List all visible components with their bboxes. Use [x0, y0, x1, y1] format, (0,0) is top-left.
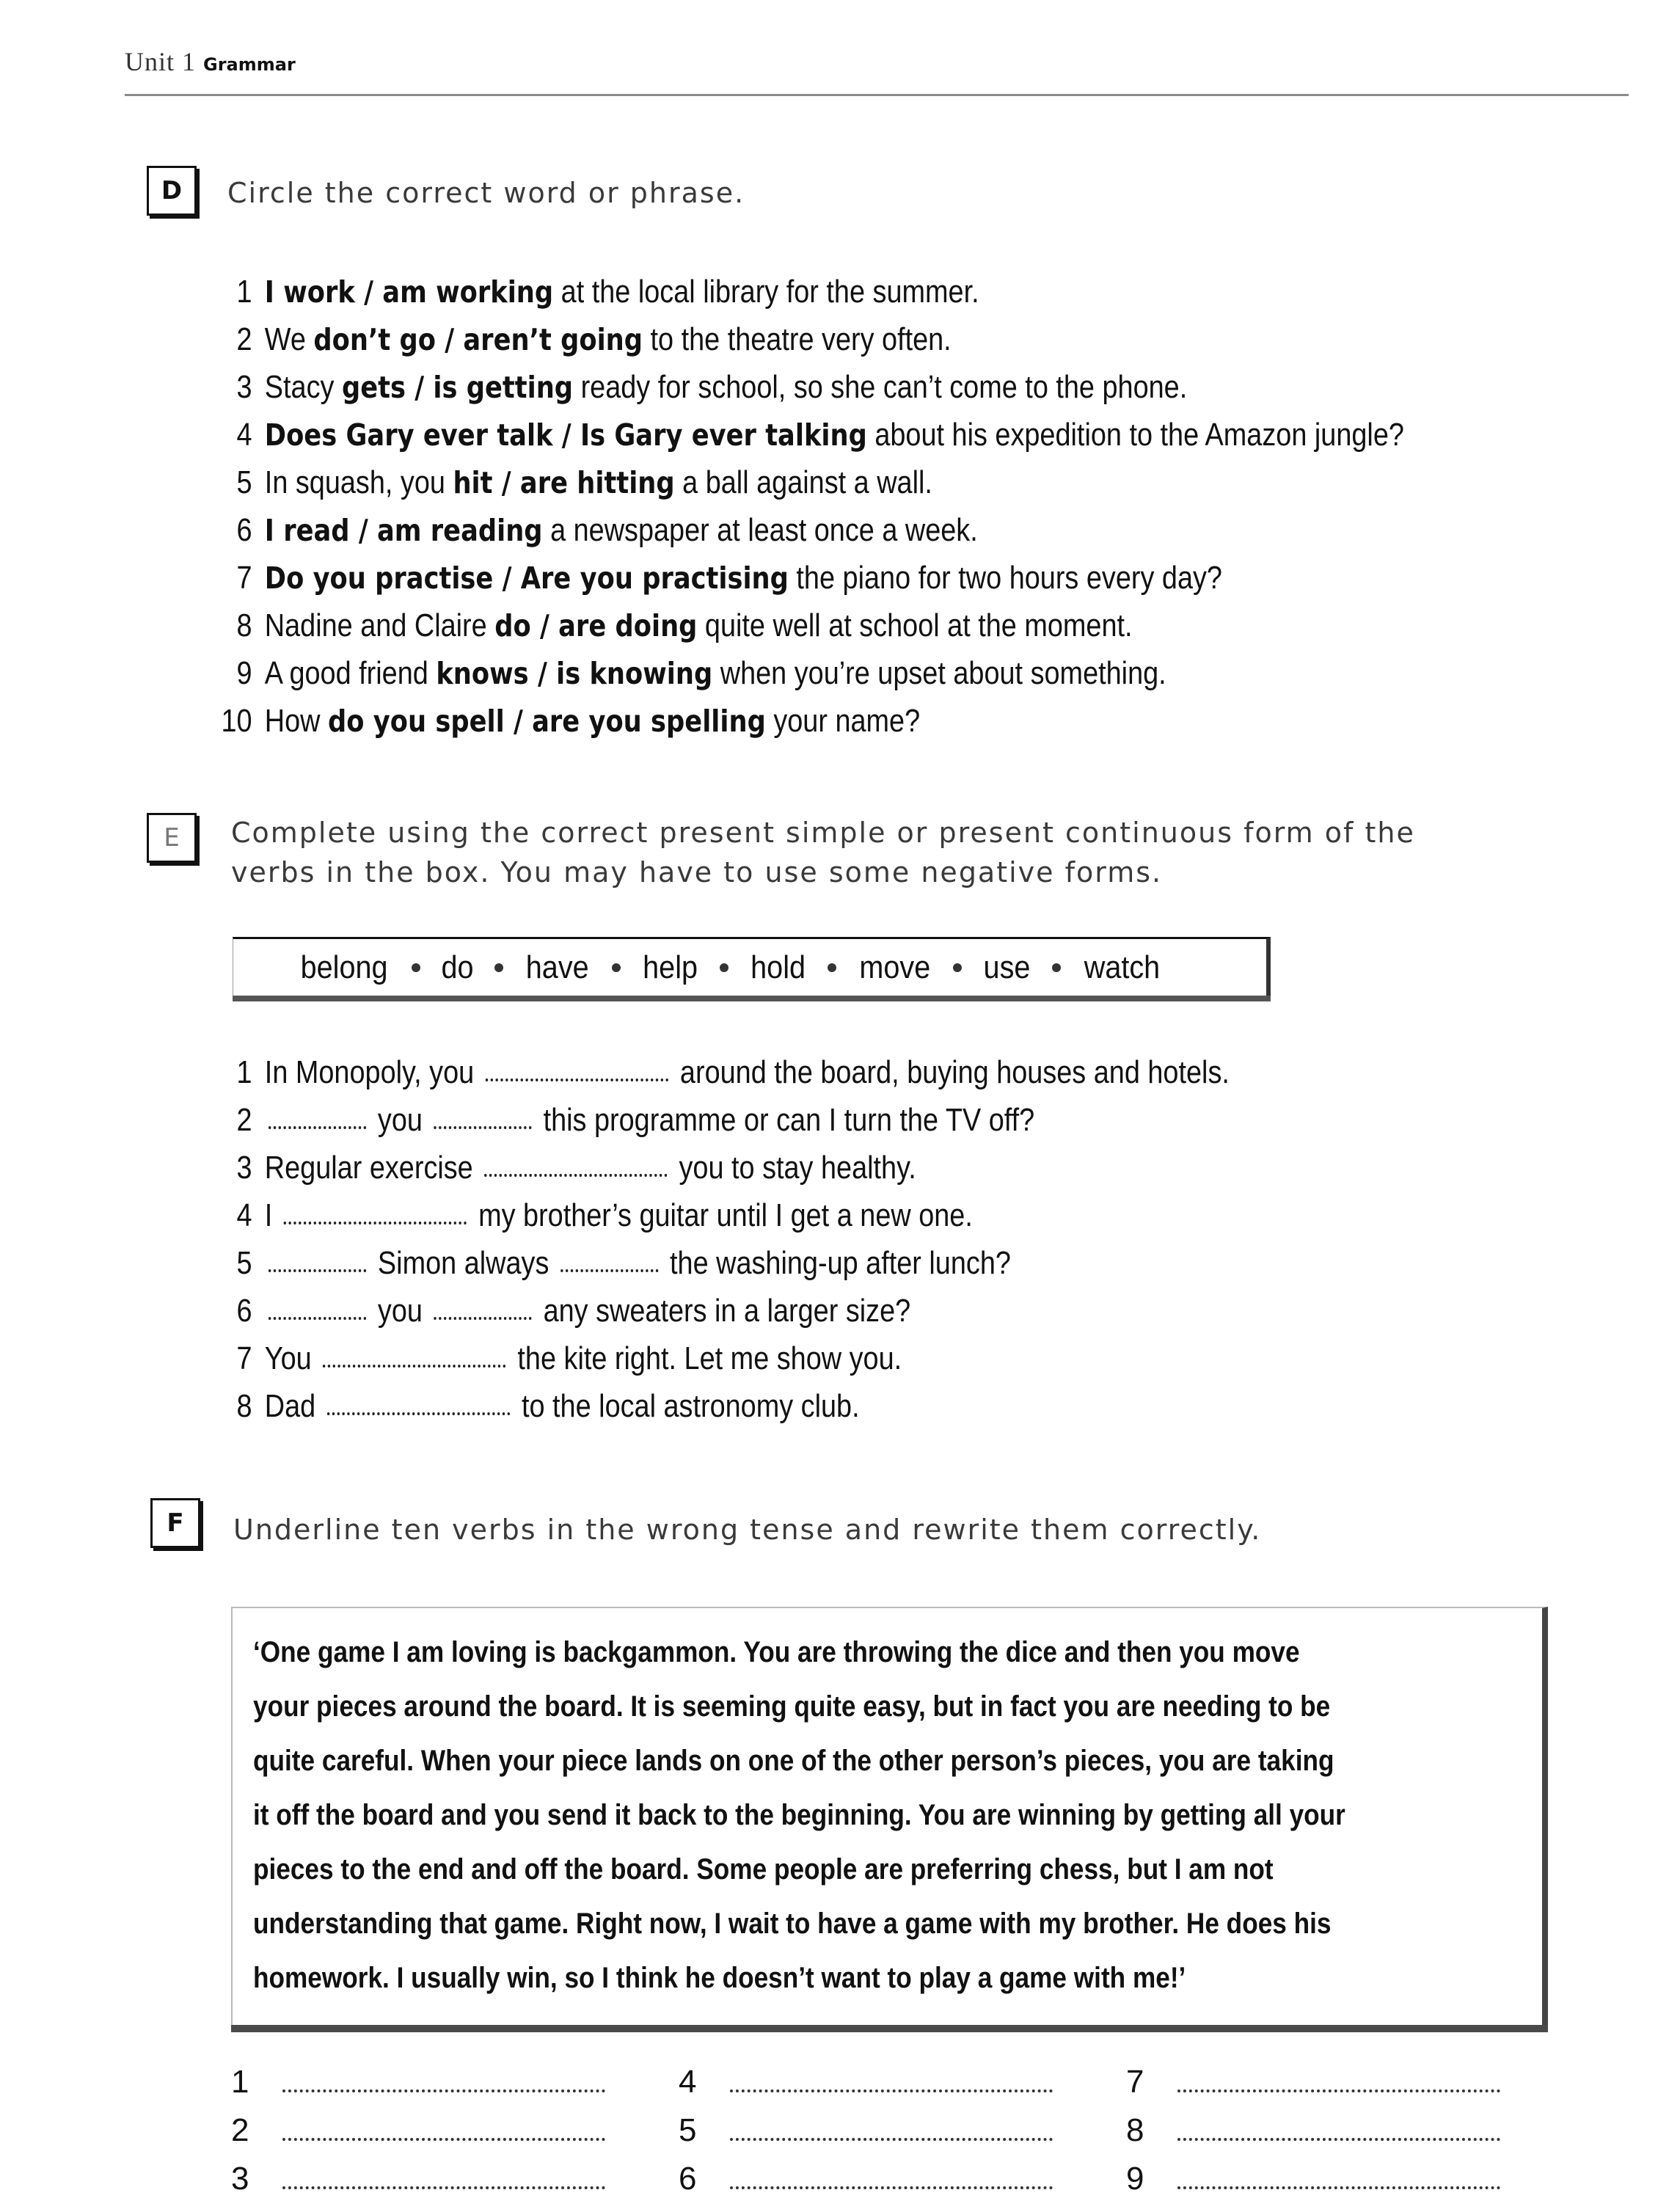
list-item — [214, 654, 1166, 693]
item-text: Dad — [264, 1388, 324, 1424]
item-number: 10 — [221, 703, 252, 739]
item-number: 9 — [236, 655, 252, 691]
bullet-icon — [1052, 963, 1061, 972]
option-separator: / — [405, 370, 434, 405]
option-1[interactable]: I read — [264, 513, 350, 548]
item-number: 8 — [236, 607, 252, 643]
item-number: 4 — [236, 1197, 252, 1233]
option-1[interactable]: don’t go — [313, 322, 436, 357]
item-number: 8 — [236, 1388, 252, 1424]
answer-blank[interactable] — [282, 2089, 605, 2092]
bullet-icon — [612, 963, 621, 972]
option-separator: / — [435, 322, 464, 357]
item-text: when you’re upset about something. — [712, 655, 1166, 691]
answer-number: 3 — [231, 2161, 249, 2197]
passage-line: quite careful. When your piece lands on one of the other person’s pieces, you are taking — [253, 1745, 1334, 1777]
list-item — [214, 368, 1187, 406]
verb-use: use — [984, 949, 1031, 985]
option-separator: / — [492, 465, 520, 500]
list-item — [214, 273, 979, 311]
answer-line[interactable] — [231, 2111, 605, 2150]
option-separator: / — [552, 417, 580, 453]
passage-line: your pieces around the board. It is seeming quite easy, but in fact you are needing to be — [253, 1690, 1331, 1723]
item-number: 1 — [236, 1054, 252, 1090]
option-2[interactable]: are doing — [558, 608, 698, 643]
verb-do: do — [441, 949, 474, 985]
item-number: 1 — [236, 274, 252, 310]
list-item — [214, 1292, 910, 1330]
item-number: 6 — [236, 512, 252, 548]
answer-blank[interactable] — [486, 1078, 668, 1081]
item-text: at the local library for the summer. — [553, 274, 979, 310]
list-item — [214, 321, 952, 359]
item-number: 6 — [236, 1293, 252, 1329]
item-text: you — [370, 1102, 431, 1138]
list-item — [214, 1149, 916, 1187]
option-1[interactable]: hit — [453, 465, 493, 500]
option-separator: / — [349, 513, 377, 548]
option-1[interactable]: do — [494, 608, 531, 643]
option-2[interactable]: am reading — [376, 513, 543, 548]
item-number: 7 — [236, 1340, 252, 1376]
item-text: I — [264, 1197, 280, 1233]
item-text: you — [370, 1293, 431, 1329]
item-number: 3 — [236, 369, 252, 405]
option-2[interactable]: am working — [382, 274, 554, 310]
option-1[interactable]: gets — [341, 370, 406, 405]
item-number: 5 — [236, 1245, 252, 1281]
list-item — [214, 511, 978, 550]
answer-blank[interactable] — [1177, 2186, 1500, 2189]
answer-blank[interactable] — [730, 2089, 1053, 2092]
answer-number: 6 — [679, 2161, 697, 2197]
verb-watch: watch — [1084, 949, 1161, 985]
verb-hold: hold — [750, 949, 806, 985]
answer-line[interactable] — [1126, 2063, 1500, 2101]
section-e-instruction-line1: Complete using the correct present simple or present continuous form of the — [231, 817, 1415, 849]
item-text: Nadine and Claire — [264, 607, 495, 643]
answer-blank[interactable] — [269, 1126, 366, 1129]
answer-blank[interactable] — [269, 1269, 366, 1272]
item-text: to the theatre very often. — [643, 321, 952, 357]
passage-line: ‘One game I am loving is backgammon. You are throwing the dice and then you move — [253, 1636, 1300, 1668]
list-item — [214, 1054, 1230, 1092]
answer-blank[interactable] — [323, 1365, 505, 1368]
item-text: around the board, buying houses and hotels. — [672, 1054, 1230, 1090]
item-text: In squash, you — [264, 464, 453, 500]
item-text: the piano for two hours every day? — [788, 560, 1222, 596]
header-divider — [125, 94, 1629, 96]
bullet-icon — [953, 963, 962, 972]
answer-number: 4 — [679, 2064, 697, 2100]
item-number: 2 — [236, 321, 252, 357]
answer-line[interactable] — [679, 2063, 1053, 2101]
answer-blank[interactable] — [269, 1317, 366, 1320]
bullet-icon — [828, 963, 836, 972]
list-item — [214, 702, 920, 740]
option-2[interactable]: Is Gary ever talking — [580, 417, 867, 453]
section-e-label: E — [147, 813, 197, 863]
answer-number: 5 — [679, 2112, 697, 2148]
unit-label: Unit 1 — [125, 47, 197, 76]
bullet-icon — [720, 963, 728, 972]
list-item — [214, 1101, 1034, 1139]
passage-line: pieces to the end and off the board. Some people are preferring chess, but I am not — [253, 1853, 1274, 1886]
answer-blank[interactable] — [434, 1126, 532, 1129]
answer-line[interactable] — [679, 2111, 1053, 2150]
option-2[interactable]: aren’t going — [463, 322, 643, 357]
verb-belong: belong — [300, 949, 388, 985]
answer-blank[interactable] — [560, 1269, 658, 1272]
verb-help: help — [642, 949, 698, 985]
option-2[interactable]: Are you practising — [520, 561, 789, 596]
answer-line[interactable] — [1126, 2160, 1500, 2198]
list-item — [214, 607, 1133, 645]
section-d-label: D — [147, 166, 197, 216]
option-2[interactable]: is knowing — [556, 656, 713, 691]
verb-move: move — [859, 949, 931, 985]
bullet-icon — [494, 963, 503, 972]
list-item — [214, 1197, 973, 1235]
answer-blank[interactable] — [1177, 2089, 1500, 2092]
section-f-label: F — [150, 1498, 200, 1548]
answer-line[interactable] — [231, 2160, 605, 2198]
item-text: We — [264, 321, 314, 357]
item-text: In Monopoly, you — [264, 1054, 482, 1090]
item-text: about his expedition to the Amazon jungle? — [866, 417, 1404, 453]
page-header — [125, 45, 296, 81]
item-text: my brother’s guitar until I get a new one. — [470, 1197, 973, 1233]
item-text: any sweaters in a larger size? — [536, 1293, 911, 1329]
list-item — [214, 1340, 902, 1378]
option-1[interactable]: Do you practise — [264, 561, 494, 596]
answer-blank[interactable] — [434, 1317, 532, 1320]
item-number: 5 — [236, 464, 252, 500]
item-text: A good friend — [264, 655, 437, 691]
list-item — [214, 416, 1404, 454]
option-2[interactable]: is getting — [433, 370, 574, 405]
list-item — [214, 464, 932, 502]
item-number: 7 — [236, 560, 252, 596]
item-text: you to stay healthy. — [671, 1150, 916, 1186]
section-e-instruction — [231, 813, 1415, 892]
option-separator: / — [528, 656, 557, 691]
answer-blank[interactable] — [284, 1222, 467, 1224]
item-text: the washing-up after lunch? — [662, 1245, 1011, 1281]
passage-line: it off the board and you send it back to the beginning. You are winning by getting all your — [253, 1799, 1345, 1831]
option-separator: / — [530, 608, 559, 643]
item-number: 2 — [236, 1102, 252, 1138]
answer-number: 1 — [231, 2064, 249, 2100]
answer-number: 2 — [231, 2112, 249, 2148]
option-1[interactable]: I work — [264, 274, 355, 310]
item-text: ready for school, so she can’t come to the phone. — [573, 369, 1188, 405]
passage-line: understanding that game. Right now, I wait to have a game with my brother. He does his — [253, 1908, 1332, 1940]
item-text: a ball against a wall. — [674, 464, 932, 500]
option-2[interactable]: are you spelling — [532, 704, 766, 739]
item-number: 4 — [236, 417, 252, 453]
answer-blank[interactable] — [484, 1174, 667, 1177]
option-2[interactable]: are hitting — [519, 465, 675, 500]
option-1[interactable]: Does Gary ever talk — [264, 417, 553, 453]
item-text: quite well at school at the moment. — [697, 607, 1133, 643]
verb-have: have — [525, 949, 589, 985]
verb-box — [233, 937, 1271, 996]
answer-blank[interactable] — [1177, 2138, 1500, 2141]
answer-blank[interactable] — [282, 2138, 605, 2141]
item-text: Stacy — [264, 369, 342, 405]
section-e-instruction-line2: verbs in the box. You may have to use some negative forms. — [231, 856, 1163, 888]
list-item — [214, 559, 1222, 597]
answer-line[interactable] — [679, 2160, 1053, 2198]
section-f-instruction: Underline ten verbs in the wrong tense and rewrite them correctly. — [233, 1514, 1262, 1546]
item-text: this programme or can I turn the TV off? — [536, 1102, 1035, 1138]
option-1[interactable]: knows — [436, 656, 529, 691]
answer-number: 9 — [1126, 2161, 1144, 2197]
item-text: Regular exercise — [264, 1150, 481, 1186]
answer-blank[interactable] — [327, 1412, 510, 1415]
option-1[interactable]: do you spell — [328, 704, 505, 739]
item-text: How — [264, 703, 329, 739]
item-text: Simon always — [370, 1245, 557, 1281]
item-text: a newspaper at least once a week. — [542, 512, 978, 548]
answer-number: 7 — [1126, 2064, 1144, 2100]
bullet-icon — [412, 963, 420, 972]
passage-line: homework. I usually win, so I think he doesn’t want to play a game with me!’ — [253, 1962, 1186, 1994]
answer-blank[interactable] — [730, 2186, 1053, 2189]
answer-number: 8 — [1126, 2112, 1144, 2148]
item-number: 3 — [236, 1150, 252, 1186]
item-text: to the local astronomy club. — [514, 1388, 860, 1424]
item-text: your name? — [765, 703, 921, 739]
list-item — [214, 1387, 860, 1426]
section-d-instruction: Circle the correct word or phrase. — [227, 177, 745, 209]
answer-blank[interactable] — [282, 2186, 605, 2189]
answer-line[interactable] — [1126, 2111, 1500, 2150]
item-text: the kite right. Let me show you. — [509, 1340, 902, 1376]
option-separator: / — [354, 274, 383, 310]
answer-blank[interactable] — [730, 2138, 1053, 2141]
section-label: Grammar — [203, 54, 296, 75]
option-separator: / — [493, 561, 521, 596]
item-text: You — [264, 1340, 320, 1376]
list-item — [214, 1244, 1011, 1282]
option-separator: / — [504, 704, 533, 739]
answer-line[interactable] — [231, 2063, 605, 2101]
